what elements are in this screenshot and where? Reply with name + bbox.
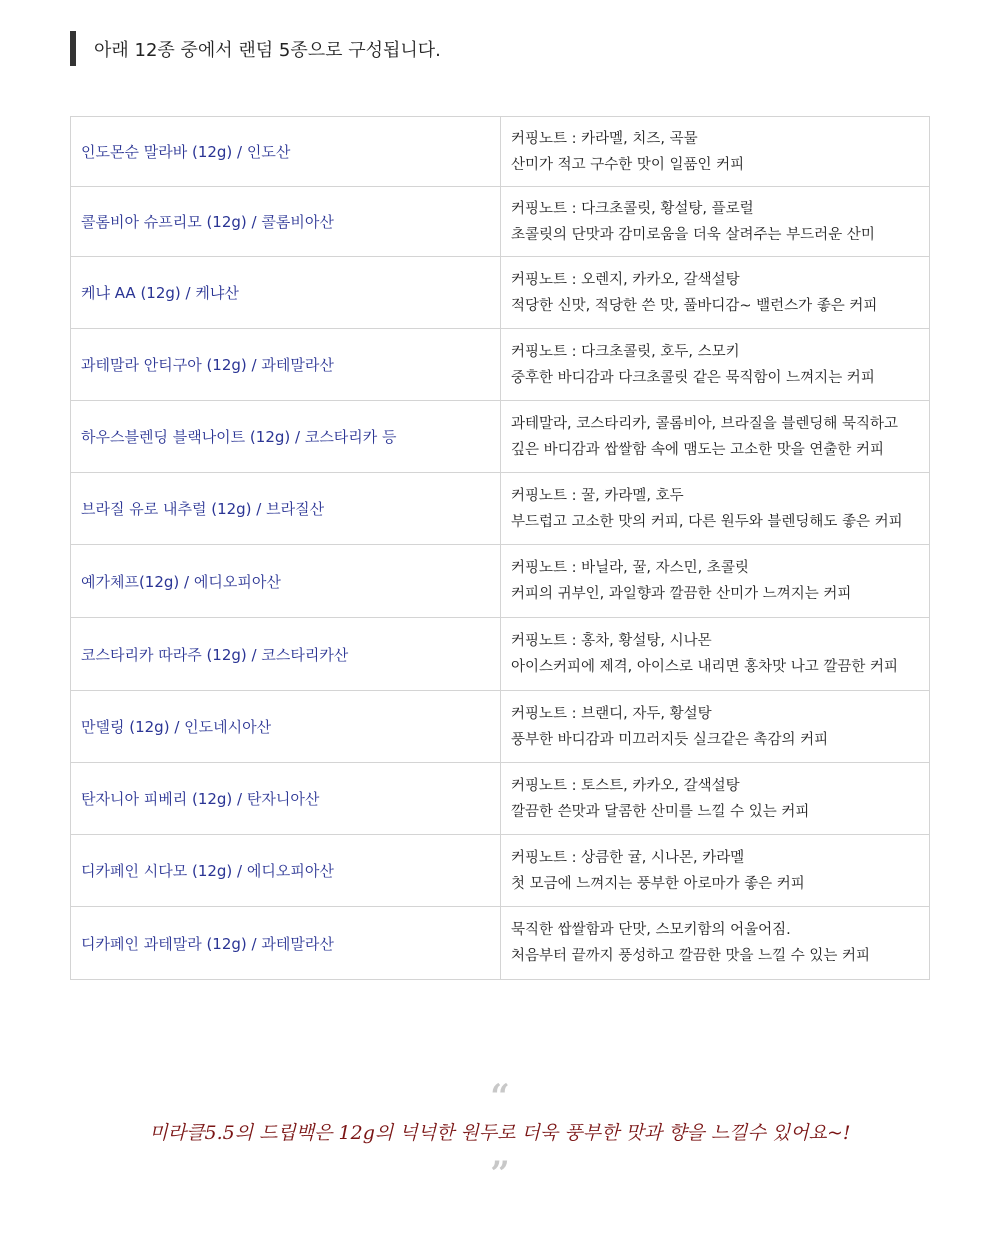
coffee-name: 탄자니아 피베리 (12g) / 탄자니아산 [71,763,501,835]
section-heading-text: 아래 12종 중에서 랜덤 5종으로 구성됩니다. [94,39,441,61]
coffee-name: 인도몬순 말라바 (12g) / 인도산 [71,117,501,187]
coffee-cupping-note: 커핑노트 : 다크초콜릿, 황설탕, 플로럴 [511,200,754,217]
coffee-description [501,187,930,257]
coffee-row [71,187,930,257]
coffee-description [501,545,930,618]
coffee-name: 디카페인 시다모 (12g) / 에디오피아산 [71,835,501,907]
coffee-description [501,691,930,763]
coffee-name: 케냐 AA (12g) / 케냐산 [71,257,501,329]
coffee-taste-summary: 깔끔한 쓴맛과 달콤한 산미를 느낄 수 있는 커피 [511,803,810,820]
coffee-taste-summary: 초콜릿의 단맛과 감미로움을 더욱 살려주는 부드러운 산미 [511,226,875,243]
coffee-taste-summary: 적당한 신맛, 적당한 쓴 맛, 풀바디감~ 밸런스가 좋은 커피 [511,297,878,314]
coffee-cupping-note: 커핑노트 : 상큼한 귤, 시나몬, 카라멜 [511,849,745,866]
coffee-name: 브라질 유로 내추럴 (12g) / 브라질산 [71,473,501,545]
coffee-row [71,835,930,907]
coffee-taste-summary: 산미가 적고 구수한 맛이 일품인 커피 [511,156,745,173]
coffee-description [501,117,930,187]
coffee-name: 과테말라 안티구아 (12g) / 과테말라산 [71,329,501,401]
coffee-row [71,691,930,763]
promo-quote-text: 미라클5.5의 드립백은 12g의 넉넉한 원두로 더욱 풍부한 맛과 향을 느낄수 있어요~! [149,1122,851,1144]
coffee-taste-summary: 첫 모금에 느껴지는 풍부한 아로마가 좋은 커피 [511,875,805,892]
coffee-row [71,473,930,545]
coffee-description [501,329,930,401]
coffee-cupping-note: 커핑노트 : 오렌지, 카카오, 갈색설탕 [511,271,740,288]
coffee-cupping-note: 커핑노트 : 브랜디, 자두, 황설탕 [511,705,712,722]
coffee-list-body [71,117,930,980]
coffee-name: 예가체프(12g) / 에디오피아산 [71,545,501,618]
coffee-cupping-note: 커핑노트 : 카라멜, 치즈, 곡물 [511,130,698,147]
coffee-cupping-note: 커핑노트 : 다크초콜릿, 호두, 스모키 [511,343,740,360]
coffee-taste-summary: 처음부터 끝까지 풍성하고 깔끔한 맛을 느낄 수 있는 커피 [511,948,871,964]
coffee-description [501,763,930,835]
coffee-description [501,907,930,980]
coffee-list-table [70,116,930,980]
coffee-description [501,618,930,691]
coffee-description [501,835,930,907]
coffee-row [71,618,930,691]
coffee-description [501,401,930,473]
open-quote-icon: “ [490,1077,510,1117]
coffee-row [71,257,930,329]
section-heading [70,31,441,66]
coffee-taste-summary: 풍부한 바디감과 미끄러지듯 실크같은 촉감의 커피 [511,731,829,748]
coffee-description [501,257,930,329]
coffee-taste-summary: 깊은 바디감과 쌉쌀함 속에 맴도는 고소한 맛을 연출한 커피 [511,441,885,458]
coffee-name: 코스타리카 따라주 (12g) / 코스타리카산 [71,618,501,691]
coffee-cupping-note: 과테말라, 코스타리카, 콜롬비아, 브라질을 블렌딩해 묵직하고 [511,415,899,432]
coffee-cupping-note: 커핑노트 : 바닐라, 꿀, 자스민, 초콜릿 [511,560,749,576]
coffee-row [71,763,930,835]
coffee-row [71,117,930,187]
coffee-taste-summary: 커피의 귀부인, 과일향과 깔끔한 산미가 느껴지는 커피 [511,586,852,602]
coffee-row [71,545,930,618]
coffee-row [71,329,930,401]
coffee-row [71,907,930,980]
coffee-taste-summary: 아이스커피에 제격, 아이스로 내리면 홍차맛 나고 깔끔한 커피 [511,659,899,675]
coffee-row [71,401,930,473]
close-quote-icon: ” [490,1154,510,1194]
coffee-taste-summary: 중후한 바디감과 다크초콜릿 같은 묵직함이 느껴지는 커피 [511,369,875,386]
coffee-name: 디카페인 과테말라 (12g) / 과테말라산 [71,907,501,980]
coffee-cupping-note: 커핑노트 : 꿀, 카라멜, 호두 [511,487,684,504]
coffee-description [501,473,930,545]
coffee-cupping-note: 커핑노트 : 홍차, 황설탕, 시나몬 [511,633,712,649]
coffee-name: 하우스블렌딩 블랙나이트 (12g) / 코스타리카 등 [71,401,501,473]
coffee-cupping-note: 커핑노트 : 토스트, 카카오, 갈색설탕 [511,777,740,794]
coffee-name: 만델링 (12g) / 인도네시아산 [71,691,501,763]
coffee-name: 콜롬비아 슈프리모 (12g) / 콜롬비아산 [71,187,501,257]
coffee-cupping-note: 묵직한 쌉쌀함과 단맛, 스모키함의 어울어짐. [511,922,791,938]
coffee-taste-summary: 부드럽고 고소한 맛의 커피, 다른 원두와 블렌딩해도 좋은 커피 [511,513,903,530]
